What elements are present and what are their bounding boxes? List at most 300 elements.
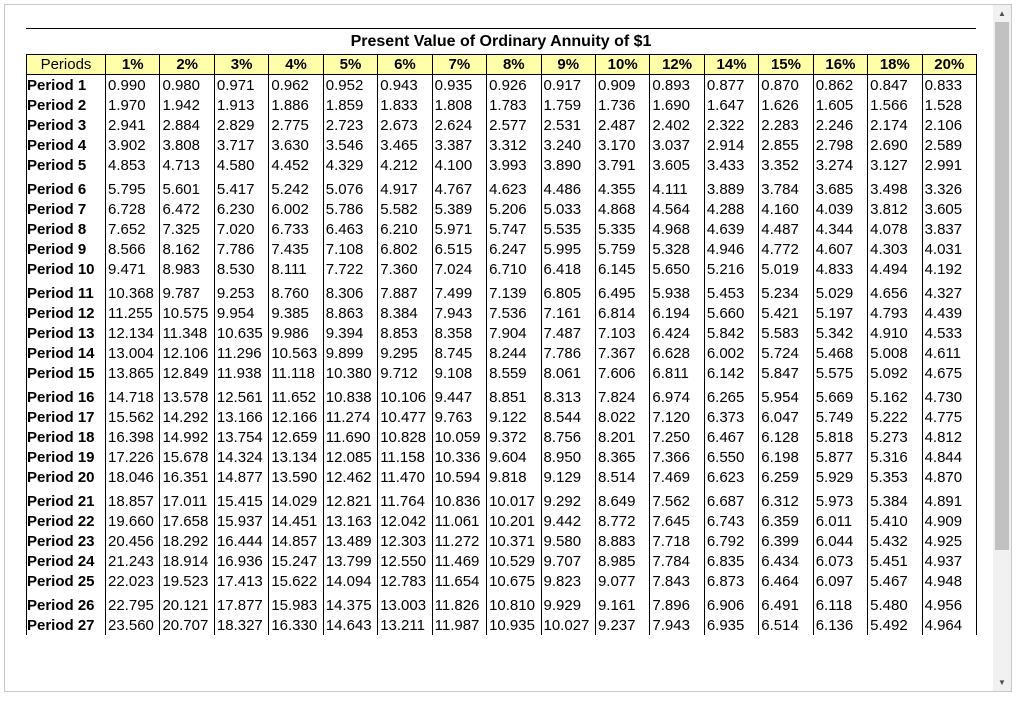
table-cell: 4.870 bbox=[922, 467, 976, 487]
table-cell: 6.002 bbox=[704, 343, 758, 363]
table-cell: 10.017 bbox=[487, 487, 541, 511]
table-cell: 6.743 bbox=[704, 511, 758, 531]
table-cell: 2.531 bbox=[541, 115, 595, 135]
table-cell: 1.759 bbox=[541, 95, 595, 115]
header-row bbox=[27, 55, 977, 75]
table-cell: 3.326 bbox=[922, 175, 976, 199]
table-cell: 12.821 bbox=[323, 487, 377, 511]
table-cell: 7.843 bbox=[650, 571, 704, 591]
table-cell: 6.811 bbox=[650, 363, 704, 383]
table-cell: 7.020 bbox=[214, 219, 268, 239]
header-rate: 5% bbox=[323, 55, 377, 75]
table-cell: 10.380 bbox=[323, 363, 377, 383]
table-row bbox=[27, 383, 977, 407]
table-cell: 5.669 bbox=[813, 383, 867, 407]
table-cell: 8.111 bbox=[269, 259, 323, 279]
table-cell: 10.838 bbox=[323, 383, 377, 407]
table-cell: 15.247 bbox=[269, 551, 323, 571]
table-cell: 18.292 bbox=[160, 531, 214, 551]
table-cell: 17.877 bbox=[214, 591, 268, 615]
table-cell: 16.398 bbox=[106, 427, 160, 447]
table-cell: 8.544 bbox=[541, 407, 595, 427]
table-cell: 16.444 bbox=[214, 531, 268, 551]
table-cell: 3.890 bbox=[541, 155, 595, 175]
header-rate: 15% bbox=[759, 55, 813, 75]
table-cell: 15.983 bbox=[269, 591, 323, 615]
row-label: Period 27 bbox=[27, 615, 106, 635]
table-cell: 11.118 bbox=[269, 363, 323, 383]
table-cell: 9.442 bbox=[541, 511, 595, 531]
table-cell: 6.550 bbox=[704, 447, 758, 467]
table-title: Present Value of Ordinary Annuity of $1 bbox=[350, 33, 652, 50]
table-cell: 5.162 bbox=[868, 383, 922, 407]
row-label: Period 10 bbox=[27, 259, 106, 279]
row-label: Period 1 bbox=[27, 75, 106, 96]
table-cell: 3.170 bbox=[595, 135, 649, 155]
table-cell: 4.909 bbox=[922, 511, 976, 531]
triangle-up-icon: ▲ bbox=[998, 9, 1006, 18]
table-cell: 4.775 bbox=[922, 407, 976, 427]
table-row bbox=[27, 363, 977, 383]
table-cell: 10.529 bbox=[487, 551, 541, 571]
table-cell: 8.760 bbox=[269, 279, 323, 303]
table-cell: 0.926 bbox=[487, 75, 541, 96]
table-cell: 12.166 bbox=[269, 407, 323, 427]
table-cell: 3.037 bbox=[650, 135, 704, 155]
table-cell: 14.292 bbox=[160, 407, 214, 427]
table-cell: 10.371 bbox=[487, 531, 541, 551]
table-cell: 4.917 bbox=[378, 175, 432, 199]
header-periods: Periods bbox=[27, 55, 106, 75]
table-cell: 14.324 bbox=[214, 447, 268, 467]
table-cell: 9.899 bbox=[323, 343, 377, 363]
table-cell: 3.274 bbox=[813, 155, 867, 175]
row-label: Period 22 bbox=[27, 511, 106, 531]
table-cell: 12.462 bbox=[323, 467, 377, 487]
table-cell: 15.678 bbox=[160, 447, 214, 467]
table-cell: 11.272 bbox=[432, 531, 486, 551]
table-cell: 9.604 bbox=[487, 447, 541, 467]
table-cell: 4.833 bbox=[813, 259, 867, 279]
table-cell: 6.142 bbox=[704, 363, 758, 383]
table-cell: 6.073 bbox=[813, 551, 867, 571]
table-cell: 4.964 bbox=[922, 615, 976, 635]
table-cell: 10.836 bbox=[432, 487, 486, 511]
table-cell: 5.650 bbox=[650, 259, 704, 279]
table-cell: 4.486 bbox=[541, 175, 595, 199]
table-cell: 6.373 bbox=[704, 407, 758, 427]
scroll-thumb[interactable] bbox=[995, 22, 1009, 550]
table-cell: 9.394 bbox=[323, 323, 377, 343]
table-cell: 9.295 bbox=[378, 343, 432, 363]
table-cell: 1.859 bbox=[323, 95, 377, 115]
table-cell: 5.273 bbox=[868, 427, 922, 447]
table-cell: 13.163 bbox=[323, 511, 377, 531]
table-cell: 15.622 bbox=[269, 571, 323, 591]
table-cell: 6.802 bbox=[378, 239, 432, 259]
table-cell: 12.134 bbox=[106, 323, 160, 343]
table-cell: 9.447 bbox=[432, 383, 486, 407]
table-cell: 5.973 bbox=[813, 487, 867, 511]
table-cell: 3.387 bbox=[432, 135, 486, 155]
table-cell: 5.316 bbox=[868, 447, 922, 467]
table-cell: 5.575 bbox=[813, 363, 867, 383]
table-cell: 1.647 bbox=[704, 95, 758, 115]
table-cell: 4.329 bbox=[323, 155, 377, 175]
table-cell: 5.092 bbox=[868, 363, 922, 383]
table-cell: 23.560 bbox=[106, 615, 160, 635]
table-cell: 7.536 bbox=[487, 303, 541, 323]
table-cell: 5.842 bbox=[704, 323, 758, 343]
table-cell: 9.237 bbox=[595, 615, 649, 635]
table-cell: 14.643 bbox=[323, 615, 377, 635]
table-cell: 4.730 bbox=[922, 383, 976, 407]
table-cell: 1.528 bbox=[922, 95, 976, 115]
table-cell: 6.418 bbox=[541, 259, 595, 279]
table-cell: 5.019 bbox=[759, 259, 813, 279]
table-cell: 4.844 bbox=[922, 447, 976, 467]
row-label: Period 24 bbox=[27, 551, 106, 571]
header-rate: 7% bbox=[432, 55, 486, 75]
table-cell: 6.359 bbox=[759, 511, 813, 531]
table-cell: 1.970 bbox=[106, 95, 160, 115]
table-cell: 11.690 bbox=[323, 427, 377, 447]
table-cell: 3.902 bbox=[106, 135, 160, 155]
table-cell: 5.535 bbox=[541, 219, 595, 239]
table-cell: 8.853 bbox=[378, 323, 432, 343]
table-cell: 4.910 bbox=[868, 323, 922, 343]
table-cell: 13.211 bbox=[378, 615, 432, 635]
table-cell: 9.372 bbox=[487, 427, 541, 447]
table-cell: 1.690 bbox=[650, 95, 704, 115]
table-cell: 2.322 bbox=[704, 115, 758, 135]
table-cell: 6.118 bbox=[813, 591, 867, 615]
table-cell: 12.550 bbox=[378, 551, 432, 571]
table-cell: 12.659 bbox=[269, 427, 323, 447]
table-cell: 0.935 bbox=[432, 75, 486, 96]
table-cell: 6.467 bbox=[704, 427, 758, 447]
table-cell: 9.787 bbox=[160, 279, 214, 303]
table-cell: 5.492 bbox=[868, 615, 922, 635]
table-row bbox=[27, 447, 977, 467]
table-cell: 2.941 bbox=[106, 115, 160, 135]
table-cell: 5.995 bbox=[541, 239, 595, 259]
table-cell: 9.823 bbox=[541, 571, 595, 591]
table-cell: 19.523 bbox=[160, 571, 214, 591]
table-cell: 9.253 bbox=[214, 279, 268, 303]
header-rate: 4% bbox=[269, 55, 323, 75]
table-cell: 2.624 bbox=[432, 115, 486, 135]
table-cell: 5.353 bbox=[868, 467, 922, 487]
table-cell: 5.582 bbox=[378, 199, 432, 219]
table-cell: 8.985 bbox=[595, 551, 649, 571]
triangle-down-icon: ▼ bbox=[998, 678, 1006, 687]
table-cell: 0.917 bbox=[541, 75, 595, 96]
table-cell: 2.723 bbox=[323, 115, 377, 135]
table-cell: 11.987 bbox=[432, 615, 486, 635]
row-label: Period 14 bbox=[27, 343, 106, 363]
table-cell: 7.360 bbox=[378, 259, 432, 279]
table-cell: 6.011 bbox=[813, 511, 867, 531]
table-cell: 11.469 bbox=[432, 551, 486, 571]
table-cell: 4.611 bbox=[922, 343, 976, 363]
table-row bbox=[27, 615, 977, 635]
table-cell: 5.954 bbox=[759, 383, 813, 407]
table-cell: 7.024 bbox=[432, 259, 486, 279]
table-cell: 4.100 bbox=[432, 155, 486, 175]
row-label: Period 18 bbox=[27, 427, 106, 447]
table-cell: 11.470 bbox=[378, 467, 432, 487]
table-cell: 8.244 bbox=[487, 343, 541, 363]
scroll-down-button[interactable] bbox=[993, 674, 1011, 691]
table-cell: 5.759 bbox=[595, 239, 649, 259]
table-cell: 7.325 bbox=[160, 219, 214, 239]
table-row bbox=[27, 259, 977, 279]
table-cell: 5.468 bbox=[813, 343, 867, 363]
table-cell: 5.216 bbox=[704, 259, 758, 279]
table-cell: 17.413 bbox=[214, 571, 268, 591]
table-cell: 8.649 bbox=[595, 487, 649, 511]
table-cell: 4.793 bbox=[868, 303, 922, 323]
table-row bbox=[27, 75, 977, 96]
table-cell: 17.011 bbox=[160, 487, 214, 511]
table-row bbox=[27, 467, 977, 487]
table-cell: 14.451 bbox=[269, 511, 323, 531]
table-cell: 2.991 bbox=[922, 155, 976, 175]
annuity-table bbox=[26, 54, 977, 635]
table-cell: 5.029 bbox=[813, 279, 867, 303]
table-cell: 6.230 bbox=[214, 199, 268, 219]
table-cell: 13.865 bbox=[106, 363, 160, 383]
table-cell: 3.498 bbox=[868, 175, 922, 199]
row-label: Period 25 bbox=[27, 571, 106, 591]
table-cell: 4.713 bbox=[160, 155, 214, 175]
table-cell: 0.833 bbox=[922, 75, 976, 96]
table-cell: 0.870 bbox=[759, 75, 813, 96]
table-cell: 4.288 bbox=[704, 199, 758, 219]
table-cell: 5.786 bbox=[323, 199, 377, 219]
table-cell: 13.590 bbox=[269, 467, 323, 487]
table-cell: 4.623 bbox=[487, 175, 541, 199]
table-cell: 4.767 bbox=[432, 175, 486, 199]
table-cell: 12.303 bbox=[378, 531, 432, 551]
table-cell: 14.877 bbox=[214, 467, 268, 487]
table-cell: 7.786 bbox=[214, 239, 268, 259]
table-cell: 18.046 bbox=[106, 467, 160, 487]
table-cell: 2.246 bbox=[813, 115, 867, 135]
row-label: Period 12 bbox=[27, 303, 106, 323]
table-cell: 10.828 bbox=[378, 427, 432, 447]
table-cell: 4.031 bbox=[922, 239, 976, 259]
table-cell: 5.971 bbox=[432, 219, 486, 239]
table-cell: 6.935 bbox=[704, 615, 758, 635]
table-cell: 12.783 bbox=[378, 571, 432, 591]
table-cell: 10.935 bbox=[487, 615, 541, 635]
table-cell: 3.630 bbox=[269, 135, 323, 155]
table-cell: 9.077 bbox=[595, 571, 649, 591]
table-cell: 14.375 bbox=[323, 591, 377, 615]
table-cell: 3.312 bbox=[487, 135, 541, 155]
table-row bbox=[27, 487, 977, 511]
vertical-scrollbar[interactable] bbox=[993, 5, 1011, 691]
table-cell: 5.033 bbox=[541, 199, 595, 219]
table-cell: 5.453 bbox=[704, 279, 758, 303]
table-cell: 8.950 bbox=[541, 447, 595, 467]
table-cell: 9.763 bbox=[432, 407, 486, 427]
table-cell: 8.061 bbox=[541, 363, 595, 383]
table-cell: 7.562 bbox=[650, 487, 704, 511]
row-label: Period 8 bbox=[27, 219, 106, 239]
table-cell: 6.873 bbox=[704, 571, 758, 591]
table-row bbox=[27, 343, 977, 363]
table-cell: 5.480 bbox=[868, 591, 922, 615]
table-row bbox=[27, 135, 977, 155]
table-cell: 5.877 bbox=[813, 447, 867, 467]
table-cell: 5.432 bbox=[868, 531, 922, 551]
table-row bbox=[27, 279, 977, 303]
table-cell: 5.076 bbox=[323, 175, 377, 199]
header-rate: 12% bbox=[650, 55, 704, 75]
table-row bbox=[27, 551, 977, 571]
table-cell: 5.417 bbox=[214, 175, 268, 199]
table-cell: 2.174 bbox=[868, 115, 922, 135]
table-cell: 9.954 bbox=[214, 303, 268, 323]
table-cell: 7.943 bbox=[432, 303, 486, 323]
table-cell: 6.047 bbox=[759, 407, 813, 427]
row-label: Period 5 bbox=[27, 155, 106, 175]
table-cell: 8.566 bbox=[106, 239, 160, 259]
table-cell: 10.635 bbox=[214, 323, 268, 343]
table-cell: 8.514 bbox=[595, 467, 649, 487]
table-cell: 6.623 bbox=[704, 467, 758, 487]
table-cell: 10.336 bbox=[432, 447, 486, 467]
table-cell: 5.222 bbox=[868, 407, 922, 427]
table-cell: 1.736 bbox=[595, 95, 649, 115]
row-label: Period 23 bbox=[27, 531, 106, 551]
table-cell: 11.061 bbox=[432, 511, 486, 531]
table-cell: 8.756 bbox=[541, 427, 595, 447]
table-cell: 6.792 bbox=[704, 531, 758, 551]
table-cell: 6.044 bbox=[813, 531, 867, 551]
table-cell: 9.580 bbox=[541, 531, 595, 551]
table-cell: 7.904 bbox=[487, 323, 541, 343]
row-label: Period 6 bbox=[27, 175, 106, 199]
table-cell: 8.306 bbox=[323, 279, 377, 303]
table-cell: 6.514 bbox=[759, 615, 813, 635]
table-cell: 4.452 bbox=[269, 155, 323, 175]
table-cell: 4.812 bbox=[922, 427, 976, 447]
table-cell: 18.914 bbox=[160, 551, 214, 571]
table-cell: 14.857 bbox=[269, 531, 323, 551]
table-cell: 6.472 bbox=[160, 199, 214, 219]
table-cell: 4.355 bbox=[595, 175, 649, 199]
table-cell: 5.795 bbox=[106, 175, 160, 199]
table-cell: 11.764 bbox=[378, 487, 432, 511]
table-cell: 7.120 bbox=[650, 407, 704, 427]
table-cell: 5.242 bbox=[269, 175, 323, 199]
table-cell: 21.243 bbox=[106, 551, 160, 571]
row-label: Period 4 bbox=[27, 135, 106, 155]
table-row bbox=[27, 511, 977, 531]
table-cell: 3.837 bbox=[922, 219, 976, 239]
scroll-up-button[interactable] bbox=[993, 5, 1011, 22]
table-cell: 5.342 bbox=[813, 323, 867, 343]
header-rate: 20% bbox=[922, 55, 976, 75]
table-cell: 6.399 bbox=[759, 531, 813, 551]
table-cell: 17.226 bbox=[106, 447, 160, 467]
table-cell: 2.775 bbox=[269, 115, 323, 135]
table-cell: 4.675 bbox=[922, 363, 976, 383]
table-cell: 3.605 bbox=[650, 155, 704, 175]
table-cell: 1.783 bbox=[487, 95, 541, 115]
table-cell: 6.198 bbox=[759, 447, 813, 467]
table-cell: 10.059 bbox=[432, 427, 486, 447]
row-label: Period 3 bbox=[27, 115, 106, 135]
table-cell: 5.384 bbox=[868, 487, 922, 511]
table-cell: 9.986 bbox=[269, 323, 323, 343]
table-cell: 6.733 bbox=[269, 219, 323, 239]
table-cell: 6.728 bbox=[106, 199, 160, 219]
table-cell: 6.002 bbox=[269, 199, 323, 219]
table-cell: 7.645 bbox=[650, 511, 704, 531]
table-cell: 7.943 bbox=[650, 615, 704, 635]
table-cell: 0.893 bbox=[650, 75, 704, 96]
table-cell: 7.139 bbox=[487, 279, 541, 303]
table-cell: 6.424 bbox=[650, 323, 704, 343]
table-cell: 7.103 bbox=[595, 323, 649, 343]
table-cell: 8.162 bbox=[160, 239, 214, 259]
table-cell: 5.206 bbox=[487, 199, 541, 219]
header-rate: 9% bbox=[541, 55, 595, 75]
table-cell: 3.812 bbox=[868, 199, 922, 219]
table-cell: 2.402 bbox=[650, 115, 704, 135]
table-cell: 9.292 bbox=[541, 487, 595, 511]
table-cell: 12.849 bbox=[160, 363, 214, 383]
table-cell: 4.564 bbox=[650, 199, 704, 219]
row-label: Period 2 bbox=[27, 95, 106, 115]
table-cell: 5.197 bbox=[813, 303, 867, 323]
table-cell: 8.983 bbox=[160, 259, 214, 279]
table-row bbox=[27, 407, 977, 427]
table-cell: 2.673 bbox=[378, 115, 432, 135]
table-cell: 5.583 bbox=[759, 323, 813, 343]
table-cell: 20.121 bbox=[160, 591, 214, 615]
table-cell: 0.862 bbox=[813, 75, 867, 96]
table-row bbox=[27, 219, 977, 239]
table-cell: 0.909 bbox=[595, 75, 649, 96]
table-cell: 11.652 bbox=[269, 383, 323, 407]
table-cell: 10.563 bbox=[269, 343, 323, 363]
table-cell: 11.938 bbox=[214, 363, 268, 383]
table-row bbox=[27, 95, 977, 115]
table-cell: 13.578 bbox=[160, 383, 214, 407]
table-cell: 5.847 bbox=[759, 363, 813, 383]
table-cell: 10.575 bbox=[160, 303, 214, 323]
table-cell: 5.389 bbox=[432, 199, 486, 219]
table-cell: 15.415 bbox=[214, 487, 268, 511]
scroll-viewport[interactable] bbox=[4, 4, 1012, 692]
table-cell: 4.968 bbox=[650, 219, 704, 239]
table-cell: 2.106 bbox=[922, 115, 976, 135]
table-cell: 4.853 bbox=[106, 155, 160, 175]
table-cell: 8.365 bbox=[595, 447, 649, 467]
table-cell: 7.108 bbox=[323, 239, 377, 259]
table-cell: 5.724 bbox=[759, 343, 813, 363]
table-cell: 8.384 bbox=[378, 303, 432, 323]
table-cell: 18.857 bbox=[106, 487, 160, 511]
table-cell: 8.358 bbox=[432, 323, 486, 343]
table-cell: 4.937 bbox=[922, 551, 976, 571]
